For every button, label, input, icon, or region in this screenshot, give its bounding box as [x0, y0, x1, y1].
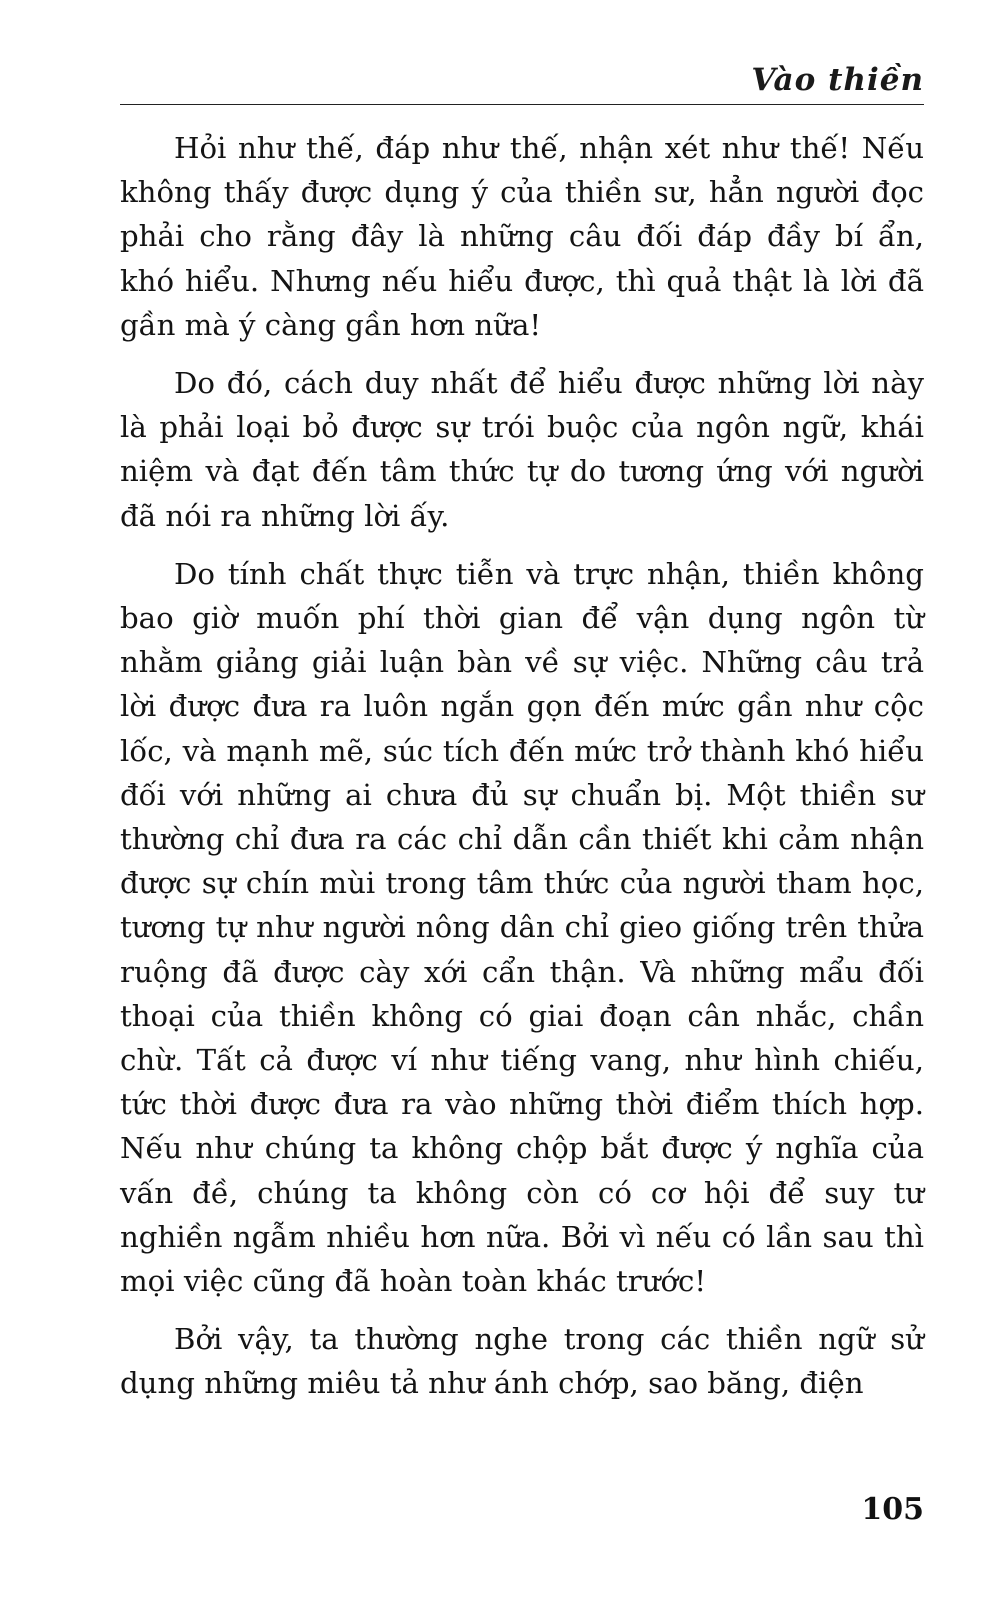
running-header — [120, 52, 924, 105]
paragraph: Hỏi như thế, đáp như thế, nhận xét như thế! Nếu không thấy được dụng ý của thiền sư, hẳn người đọc phải cho rằng đây là những câu đối đáp đầy bí ẩn, khó hiểu. Nhưng nếu hiểu được, thì quả thật là lời đã gần mà ý càng gần hơn nữa! — [120, 131, 924, 342]
paragraph: Bởi vậy, ta thường nghe trong các thiền ngữ sử dụng những miêu tả như ánh chớp, sao băng, điện — [120, 1322, 924, 1401]
page-number: 105 — [861, 1492, 924, 1527]
paragraph: Do tính chất thực tiễn và trực nhận, thiền không bao giờ muốn phí thời gian để vận dụng ngôn từ nhằm giảng giải luận bàn về sự việc. Những câu trả lời được đưa ra luôn ngắn gọn đến mức gần như cộc lốc, và mạnh mẽ, súc tích đến mức trở thành khó hiểu đối với những ai chưa đủ sự chuẩn bị. Một thiền sư thường chỉ đưa ra các chỉ dẫn cần thiết khi cảm nhận được sự chín mùi trong tâm thức của người tham học, tương tự như người nông dân chỉ gieo giống trên thửa ruộng đã được cày xới cẩn thận. Và những mẩu đối thoại của thiền không có giai đoạn cân nhắc, chần chừ. Tất cả được ví như tiếng vang, như hình chiếu, tức thời được đưa ra vào những thời điểm thích hợp. Nếu như chúng ta không chộp bắt được ý nghĩa của vấn đề, chúng ta không còn có cơ hội để suy tư nghiền ngẫm nhiều hơn nữa. Bởi vì nếu có lần sau thì mọi việc cũng đã hoàn toàn khác trước! — [120, 556, 924, 1299]
body-text — [120, 126, 924, 1420]
paragraph: Do đó, cách duy nhất để hiểu được những lời này là phải loại bỏ được sự trói buộc của ngôn ngữ, khái niệm và đạt đến tâm thức tự do tương ứng với người đã nói ra những lời ấy. — [120, 366, 924, 533]
running-header-title: Vào thiền — [751, 62, 924, 98]
